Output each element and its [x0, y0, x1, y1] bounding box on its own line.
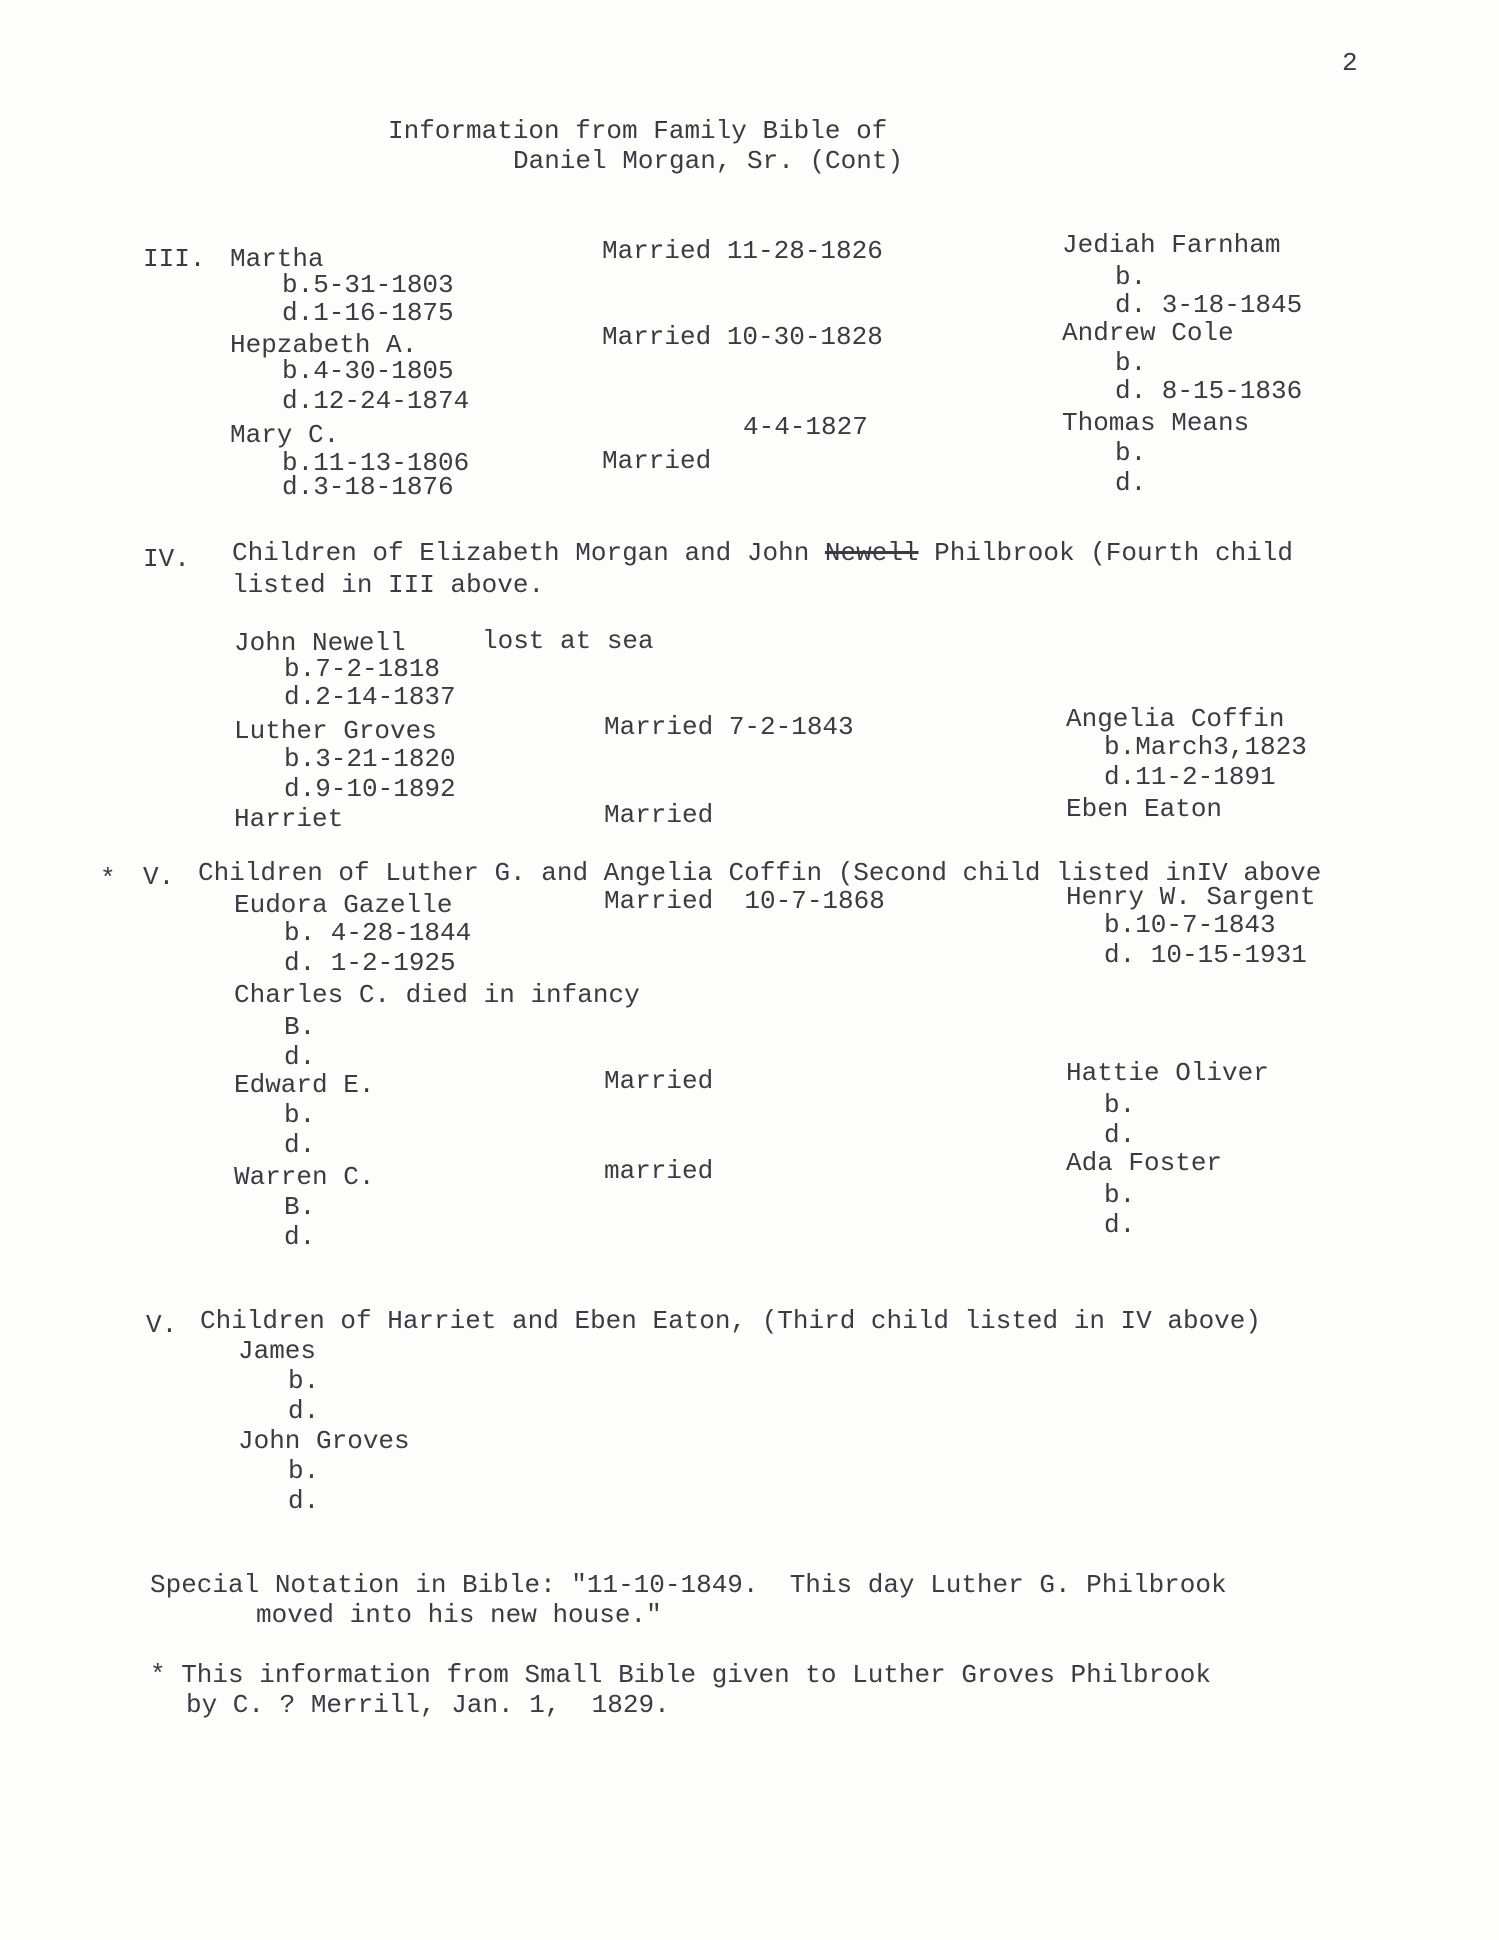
warren-name: Warren C.: [234, 1162, 375, 1192]
section-iii-numeral: III.: [143, 244, 206, 274]
special-notation-line-1: Special Notation in Bible: "11-10-1849. This day Luther G. Philbrook: [150, 1570, 1227, 1600]
luther-marriage: Married 7-2-1843: [604, 712, 854, 742]
martha-name: Martha: [230, 244, 324, 274]
james-born: b.: [288, 1366, 320, 1396]
eudora-spouse-born: b.10-7-1843: [1104, 910, 1276, 940]
james-name: James: [238, 1336, 317, 1366]
mary-spouse-born: b.: [1115, 438, 1147, 468]
title-line-1: Information from Family Bible of: [388, 116, 888, 146]
section-iv-numeral: IV.: [143, 544, 190, 574]
martha-spouse-born: b.: [1115, 262, 1147, 292]
edward-name: Edward E.: [234, 1070, 375, 1100]
eudora-spouse-died: d. 10-15-1931: [1104, 940, 1307, 970]
mary-name: Mary C.: [230, 420, 340, 450]
charles-born: B.: [284, 1012, 316, 1042]
mary-born: b.11-13-1806: [282, 448, 470, 478]
special-notation-line-2: moved into his new house.": [256, 1600, 662, 1630]
martha-marriage: Married 11-28-1826: [602, 236, 883, 266]
martha-born: b.5-31-1803: [282, 270, 454, 300]
footnote-line-1: * This information from Small Bible given to Luther Groves Philbrook: [150, 1660, 1211, 1690]
heading-part-1: Children of Elizabeth Morgan and John: [232, 538, 825, 568]
hepzabeth-died: d.12-24-1874: [282, 386, 470, 416]
eudora-spouse: Henry W. Sargent: [1066, 882, 1316, 912]
harriet-marriage: Married: [604, 800, 714, 830]
warren-spouse: Ada Foster: [1066, 1148, 1223, 1178]
luther-spouse: Angelia Coffin: [1066, 704, 1285, 734]
warren-spouse-born: b.: [1104, 1180, 1136, 1210]
section-v2-heading: Children of Harriet and Eben Eaton, (Third child listed in IV above): [200, 1306, 1261, 1336]
harriet-name: Harriet: [234, 804, 344, 834]
luther-spouse-died: d.11-2-1891: [1104, 762, 1276, 792]
harriet-spouse: Eben Eaton: [1066, 794, 1223, 824]
martha-spouse-died: d. 3-18-1845: [1115, 290, 1303, 320]
page-number: 2: [1342, 48, 1358, 78]
hepzabeth-spouse-died: d. 8-15-1836: [1115, 376, 1303, 406]
john-name: John Newell: [234, 628, 406, 658]
luther-born: b.3-21-1820: [284, 744, 456, 774]
section-iv-heading: [232, 538, 1293, 568]
mary-spouse-died: d.: [1115, 468, 1147, 498]
eudora-name: Eudora Gazelle: [234, 890, 453, 920]
section-v-numeral: V.: [143, 862, 175, 892]
eudora-born: b. 4-28-1844: [284, 918, 472, 948]
edward-spouse-born: b.: [1104, 1090, 1136, 1120]
luther-name: Luther Groves: [234, 716, 437, 746]
heading-part-2: Philbrook (Fourth child: [918, 538, 1293, 568]
john-born: b.7-2-1818: [284, 654, 441, 684]
edward-born: b.: [284, 1100, 316, 1130]
edward-spouse-died: d.: [1104, 1120, 1136, 1150]
section-v2-numeral: V.: [146, 1310, 178, 1340]
section-v-heading: Children of Luther G. and Angelia Coffin (Second child listed inIV above: [198, 858, 1322, 888]
warren-died: d.: [284, 1222, 316, 1252]
struck-name: Newell: [824, 538, 919, 568]
luther-spouse-born: b.March3,1823: [1104, 732, 1307, 762]
eudora-marriage: Married 10-7-1868: [604, 886, 885, 916]
mary-died: d.3-18-1876: [282, 472, 454, 502]
martha-died: d.1-16-1875: [282, 298, 454, 328]
james-died: d.: [288, 1396, 320, 1426]
asterisk-marker: *: [100, 864, 116, 894]
martha-spouse: Jediah Farnham: [1062, 230, 1281, 260]
footnote-line-2: by C. ? Merrill, Jan. 1, 1829.: [186, 1690, 670, 1720]
warren-born: B.: [284, 1192, 316, 1222]
john-groves-died: d.: [288, 1486, 320, 1516]
edward-died: d.: [284, 1130, 316, 1160]
section-iv-heading-line-2: listed in III above.: [232, 570, 545, 600]
hepzabeth-spouse-born: b.: [1115, 348, 1147, 378]
title-line-2: Daniel Morgan, Sr. (Cont): [513, 146, 904, 176]
mary-spouse: Thomas Means: [1062, 408, 1250, 438]
hepzabeth-born: b.4-30-1805: [282, 356, 454, 386]
hepzabeth-spouse: Andrew Cole: [1062, 318, 1234, 348]
edward-spouse: Hattie Oliver: [1066, 1058, 1269, 1088]
hepzabeth-name: Hepzabeth A.: [230, 330, 418, 360]
mary-marriage-date: 4-4-1827: [743, 412, 868, 442]
warren-spouse-died: d.: [1104, 1210, 1136, 1240]
john-groves-name: John Groves: [238, 1426, 410, 1456]
warren-marriage: married: [604, 1156, 714, 1186]
john-groves-born: b.: [288, 1456, 320, 1486]
eudora-died: d. 1-2-1925: [284, 948, 456, 978]
charles-died: d.: [284, 1042, 316, 1072]
edward-marriage: Married: [604, 1066, 714, 1096]
hepzabeth-marriage: Married 10-30-1828: [602, 322, 883, 352]
mary-marriage: Married: [602, 446, 712, 476]
charles-name: Charles C. died in infancy: [234, 980, 640, 1010]
john-note: lost at sea: [482, 626, 654, 656]
luther-died: d.9-10-1892: [284, 774, 456, 804]
john-died: d.2-14-1837: [284, 682, 456, 712]
